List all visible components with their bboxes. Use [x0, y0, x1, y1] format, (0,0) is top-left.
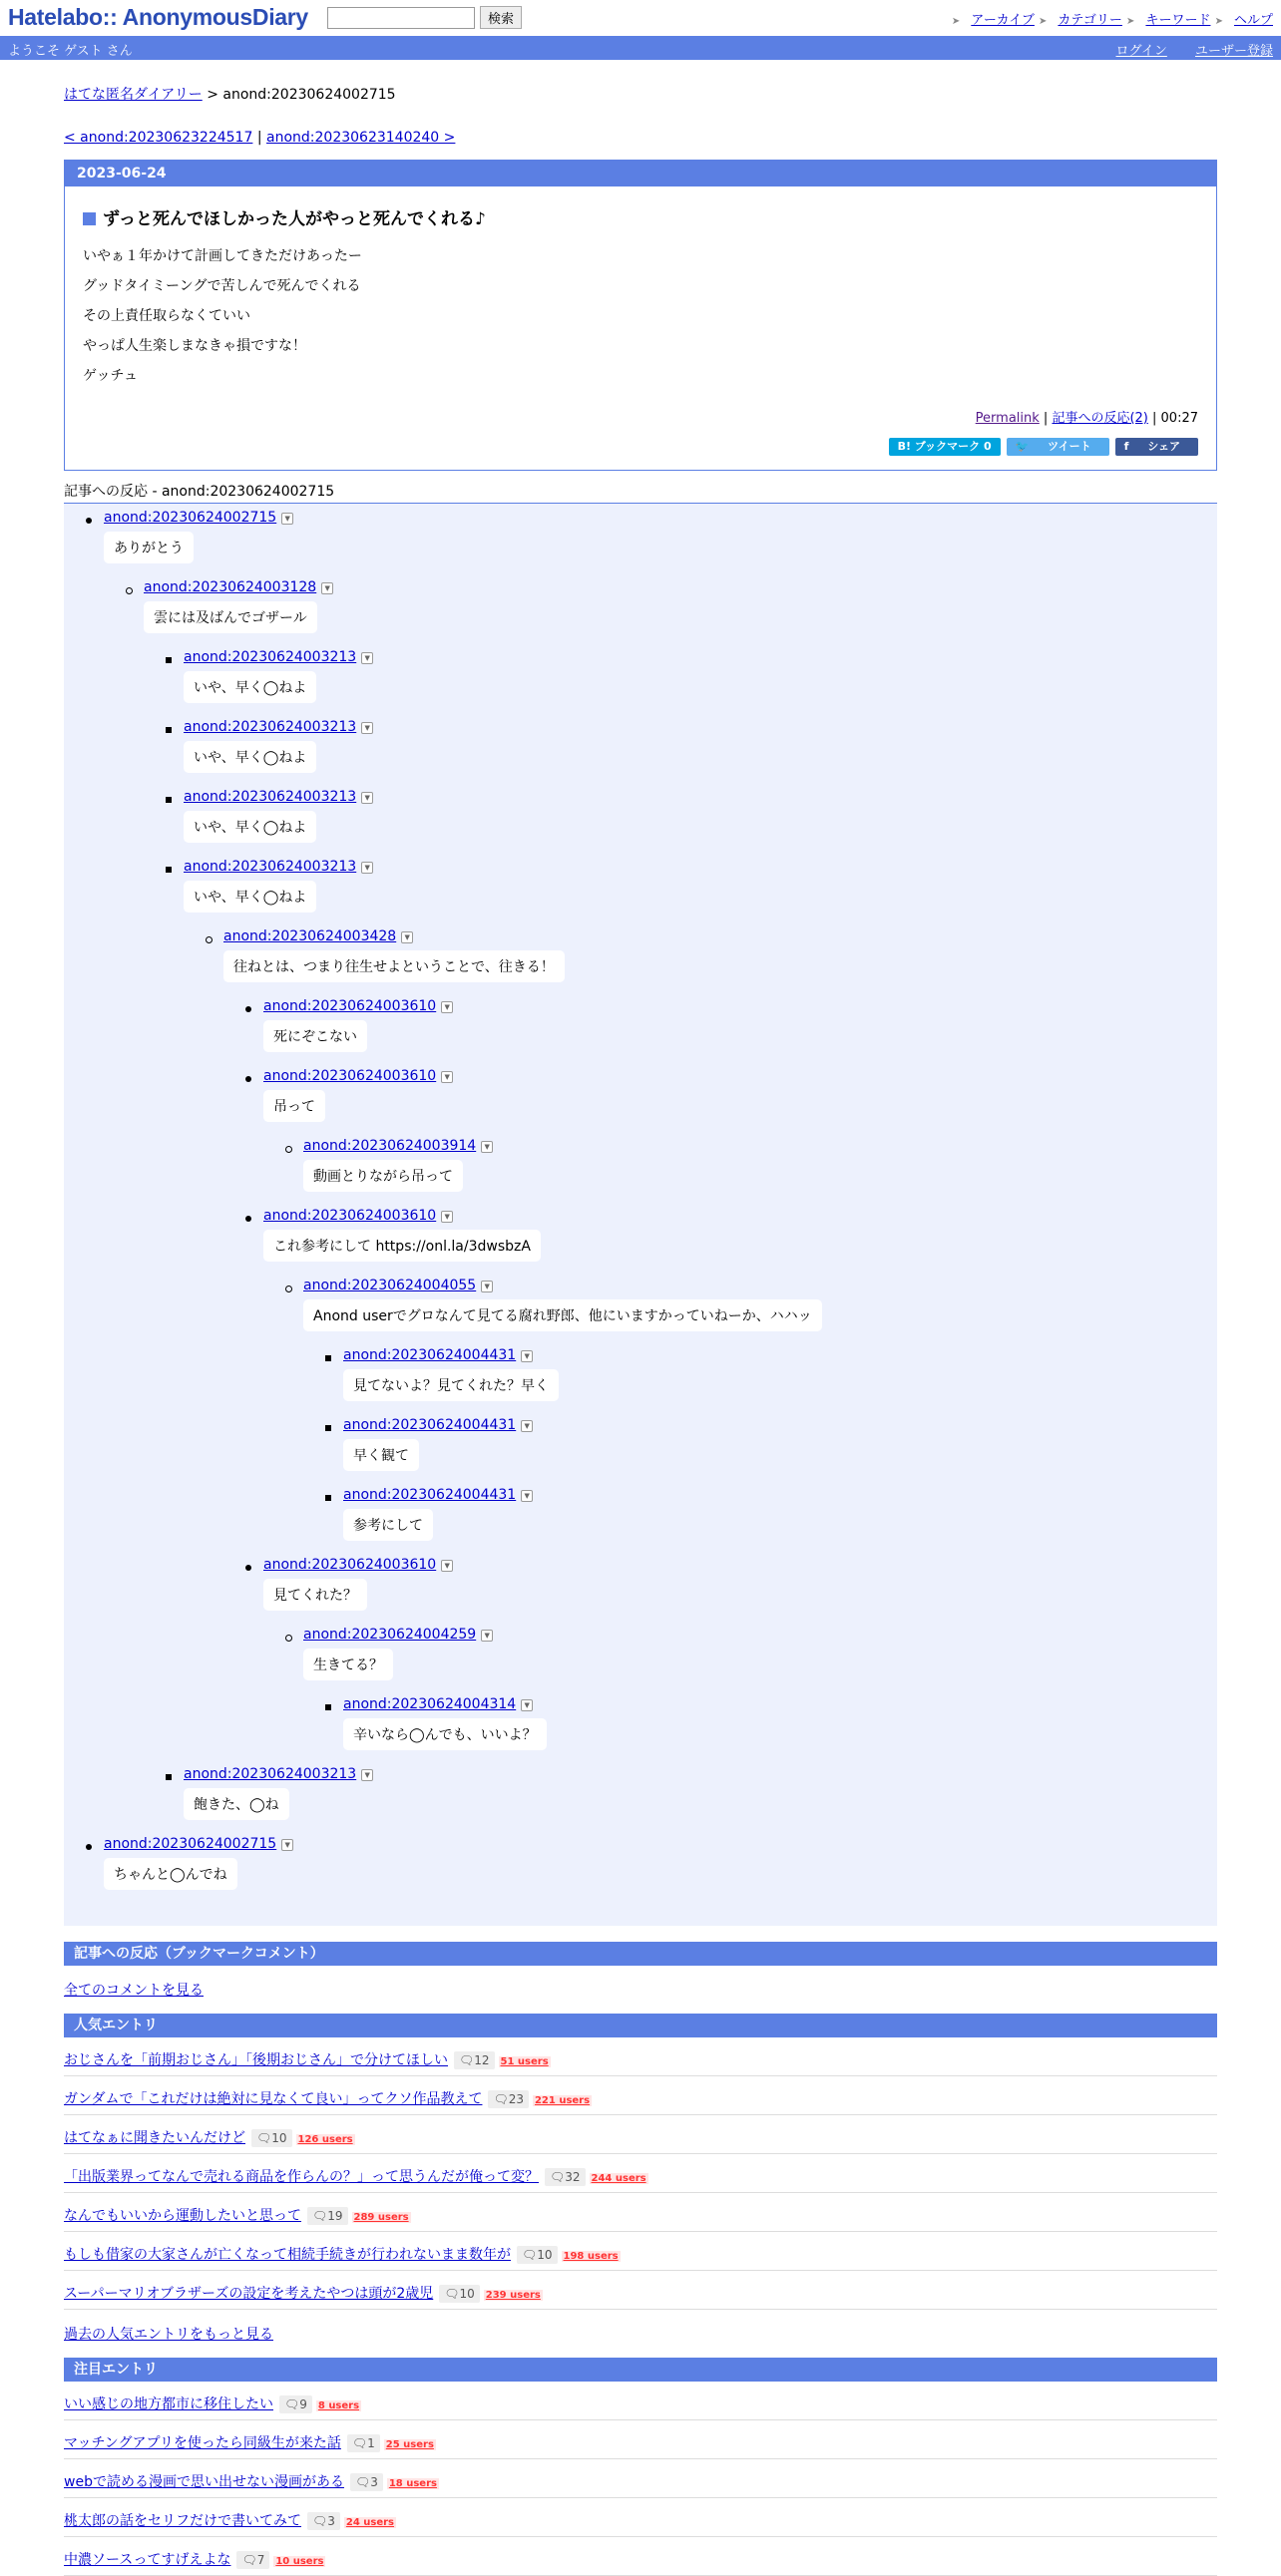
response-item: [64, 928, 1217, 998]
response-item: [64, 1836, 1217, 1906]
entry-link[interactable]: いい感じの地方都市に移住したい: [64, 2396, 273, 2412]
bullet-icon: [86, 1844, 92, 1850]
responses-link[interactable]: 記事への反応(2): [1052, 411, 1148, 426]
breadcrumb: はてな匿名ダイアリー > anond:20230624002715: [64, 87, 396, 103]
response-id-link[interactable]: anond:20230624003914: [303, 1138, 477, 1154]
entry-link[interactable]: 「出版業界ってなんで売れる商品を作らんの？」って思うんだが俺って変？: [64, 2169, 539, 2185]
bullet-icon: [285, 1635, 292, 1642]
square-icon: [83, 212, 96, 225]
comment-icon: 🗨: [284, 2397, 300, 2411]
bookmark-users-badge[interactable]: 126 users: [297, 2134, 353, 2145]
response-text: 見てないよ？見てくれた？早く: [343, 1369, 559, 1401]
bookmark-users-badge[interactable]: 25 users: [385, 2439, 434, 2450]
attention-header: 注目エントリ: [64, 2358, 1217, 2382]
response-text: ちゃんと◯んでね: [104, 1858, 237, 1890]
response-text: 見てくれた？: [263, 1579, 367, 1611]
comment-icon: 🗨: [312, 2514, 328, 2528]
chevron-down-icon[interactable]: ▼: [441, 1071, 453, 1083]
bookmark-users-badge[interactable]: 221 users: [534, 2095, 591, 2106]
entry-list-item: [64, 2076, 1217, 2115]
bookmark-comments-header: 記事への反応（ブックマークコメント）: [64, 1942, 1217, 1966]
response-id-link[interactable]: anond:20230624003610: [263, 1557, 437, 1573]
response-id-link[interactable]: anond:20230624003213: [184, 859, 357, 875]
response-id-link[interactable]: anond:20230624003428: [223, 928, 397, 944]
comment-count[interactable]: 🗨9: [279, 2395, 312, 2413]
entry-list-item: [64, 2193, 1217, 2232]
comment-icon: 🗨: [354, 2475, 371, 2489]
top-bar: [0, 0, 1281, 37]
bullet-icon: [206, 936, 213, 943]
bullet-icon: [325, 1425, 331, 1431]
response-text: 死にぞこない: [263, 1020, 367, 1052]
chevron-down-icon[interactable]: ▼: [441, 1001, 453, 1013]
response-id-link[interactable]: anond:20230624003610: [263, 998, 437, 1014]
response-text: 生きてる？: [303, 1649, 393, 1680]
response-item: [64, 789, 1217, 859]
entry-footer: Permalink | 記事への反応(2) | 00:27: [975, 411, 1198, 426]
nav-archive[interactable]: アーカイブ: [971, 13, 1035, 28]
chevron-down-icon[interactable]: ▼: [521, 1490, 533, 1502]
bullet-icon: [166, 1774, 172, 1780]
chevron-down-icon[interactable]: ▼: [361, 722, 373, 734]
entry-list-item: [64, 2232, 1217, 2271]
response-item: [64, 1627, 1217, 1696]
prev-entry-link[interactable]: < anond:20230623224517: [64, 130, 253, 146]
response-text: いや、早く◯ねよ: [184, 881, 316, 913]
chevron-down-icon[interactable]: ▼: [481, 1281, 493, 1292]
response-item: [64, 1068, 1217, 1138]
response-id-link[interactable]: anond:20230624004431: [343, 1347, 517, 1363]
chevron-down-icon[interactable]: ▼: [401, 931, 413, 943]
bullet-icon: [325, 1355, 331, 1361]
comment-icon: 🗨: [444, 2287, 460, 2301]
main-content: [64, 60, 1217, 2576]
popular-header: 人気エントリ: [64, 2014, 1217, 2037]
comment-icon: 🗨: [312, 2209, 328, 2223]
search-input[interactable]: [327, 7, 475, 29]
bookmark-users-badge[interactable]: 198 users: [563, 2251, 619, 2262]
bullet-icon: [245, 1216, 251, 1222]
user-bar: [0, 36, 1281, 60]
entry-link[interactable]: おじさんを「前期おじさん」「後期おじさん」で分けてほしい: [64, 2052, 448, 2068]
next-entry-link[interactable]: anond:20230623140240 >: [266, 130, 456, 146]
chevron-down-icon[interactable]: ▼: [281, 1839, 293, 1851]
bookmark-users-badge[interactable]: 244 users: [591, 2173, 646, 2184]
entry-list-item: [64, 2115, 1217, 2154]
response-item: [64, 719, 1217, 789]
bullet-icon: [166, 727, 172, 733]
response-text: 飽きた、◯ね: [184, 1788, 289, 1820]
bookmark-users-badge[interactable]: 10 users: [275, 2556, 324, 2567]
entry-link[interactable]: webで読める漫画で思い出せない漫画がある: [64, 2474, 344, 2490]
bullet-icon: [245, 1565, 251, 1571]
comment-count[interactable]: 🗨10: [251, 2129, 292, 2147]
response-id-link[interactable]: anond:20230624004314: [343, 1696, 517, 1712]
bullet-icon: [86, 518, 92, 524]
entry-list-item: [64, 2498, 1217, 2537]
response-id-link[interactable]: anond:20230624003610: [263, 1068, 437, 1084]
response-item: [64, 1208, 1217, 1278]
comment-count[interactable]: 🗨3: [350, 2473, 383, 2491]
entry-time: 00:27: [1160, 411, 1198, 426]
response-id-link[interactable]: anond:20230624002715: [104, 1836, 277, 1852]
response-text: 早く観て: [343, 1439, 419, 1471]
chevron-down-icon[interactable]: ▼: [481, 1141, 493, 1153]
bookmark-users-badge[interactable]: 289 users: [353, 2212, 409, 2223]
breadcrumb-current: anond:20230624002715: [222, 87, 396, 103]
bullet-icon: [285, 1146, 292, 1153]
chevron-down-icon[interactable]: ▼: [361, 652, 373, 664]
bookmark-users-badge[interactable]: 24 users: [345, 2517, 395, 2528]
entry-link[interactable]: はてなぁに聞きたいんだけど: [64, 2130, 245, 2146]
response-id-link[interactable]: anond:20230624003213: [184, 789, 357, 805]
comment-count[interactable]: 🗨1: [347, 2434, 380, 2452]
response-id-link[interactable]: anond:20230624003213: [184, 1766, 357, 1782]
entry-list-item: [64, 2420, 1217, 2459]
responses-title: 記事への反応 - anond:20230624002715: [64, 481, 1217, 504]
response-item: [64, 1138, 1217, 1208]
breadcrumb-home[interactable]: はてな匿名ダイアリー: [64, 87, 203, 103]
comment-count[interactable]: 🗨12: [454, 2051, 495, 2069]
response-item: [64, 1696, 1217, 1766]
response-item: [64, 1487, 1217, 1557]
welcome-text: ようこそ ゲスト さん: [8, 44, 133, 59]
response-text: いや、早く◯ねよ: [184, 811, 316, 843]
response-text: ありがとう: [104, 532, 194, 563]
comment-count[interactable]: 🗨19: [307, 2207, 348, 2225]
bookmark-users-badge[interactable]: 18 users: [388, 2478, 437, 2489]
comment-count[interactable]: 🗨10: [439, 2285, 480, 2303]
share-buttons: [83, 438, 1198, 456]
bookmark-users-badge[interactable]: 239 users: [485, 2290, 541, 2301]
response-text: いや、早く◯ねよ: [184, 741, 316, 773]
hatena-bookmark-button[interactable]: B! ブックマーク 0: [889, 438, 1001, 456]
chevron-down-icon[interactable]: ▼: [481, 1630, 493, 1642]
chevron-down-icon[interactable]: ▼: [321, 582, 333, 594]
response-text: 吊って: [263, 1090, 325, 1122]
response-text: 往ねとは、つまり往生せよということで、往きる！: [223, 950, 565, 982]
entry-body: いやぁ１年かけて計画してきただけあったー グッドタイミーングで苦しんで死んでくれる その上責任取らなくていい やっぱ人生楽しまなきゃ損ですな！ ゲッチュ: [83, 248, 362, 384]
response-item: [64, 1417, 1217, 1487]
entry-list-item: [64, 2459, 1217, 2498]
response-id-link[interactable]: anond:20230624004431: [343, 1417, 517, 1433]
entry-link[interactable]: 桃太郎の話をセリフだけで書いてみて: [64, 2513, 301, 2529]
response-item: [64, 579, 1217, 649]
response-id-link[interactable]: anond:20230624004259: [303, 1627, 477, 1643]
arrow-icon: ➤: [1039, 16, 1048, 27]
response-id-link[interactable]: anond:20230624002715: [104, 510, 277, 526]
bookmark-users-badge[interactable]: 51 users: [500, 2056, 549, 2067]
response-text: 参考にして: [343, 1509, 433, 1541]
response-id-link[interactable]: anond:20230624003128: [144, 579, 317, 595]
chevron-down-icon[interactable]: ▼: [281, 513, 293, 525]
top-nav: [952, 9, 1273, 28]
bullet-icon: [166, 797, 172, 803]
response-text: Anond userでグロなんて見てる腐れ野郎、他にいますかっていねーか、ハハッ: [303, 1299, 822, 1331]
login-link[interactable]: ログイン: [1115, 44, 1167, 59]
comment-count[interactable]: 🗨3: [307, 2512, 340, 2530]
chevron-down-icon[interactable]: ▼: [361, 792, 373, 804]
response-id-link[interactable]: anond:20230624003610: [263, 1208, 437, 1224]
comment-count[interactable]: 🗨10: [517, 2246, 558, 2264]
comment-icon: 🗨: [550, 2170, 566, 2184]
all-comments-link[interactable]: 全てのコメントを見る: [64, 1983, 204, 1999]
entry-link[interactable]: 中濃ソースってすげえよな: [64, 2552, 231, 2568]
response-tree: [64, 504, 1217, 1926]
bullet-icon: [126, 587, 133, 594]
search-button[interactable]: 検索: [480, 6, 522, 29]
nav-keyword[interactable]: キーワード: [1145, 13, 1211, 28]
comment-count[interactable]: 🗨23: [488, 2090, 529, 2108]
comment-icon: 🗨: [351, 2436, 368, 2450]
pager: < anond:20230623224517 | anond:20230623140240 >: [64, 130, 456, 146]
entry-link[interactable]: スーパーマリオブラザーズの設定を考えたやつは頭が2歳児: [64, 2286, 434, 2302]
chevron-down-icon[interactable]: ▼: [521, 1420, 533, 1432]
chevron-down-icon[interactable]: ▼: [521, 1699, 533, 1711]
chevron-down-icon[interactable]: ▼: [361, 1769, 373, 1781]
bullet-icon: [245, 1006, 251, 1012]
entry-title: ずっと死んでほしかった人がやっと死んでくれる♪: [83, 204, 1198, 229]
bullet-icon: [325, 1495, 331, 1501]
chevron-down-icon[interactable]: ▼: [441, 1211, 453, 1223]
response-text: いや、早く◯ねよ: [184, 671, 316, 703]
entry-box: [64, 160, 1217, 471]
response-item: [64, 859, 1217, 928]
entry-list-item: [64, 2537, 1217, 2576]
entry-list-item: [64, 2154, 1217, 2193]
nav-help[interactable]: ヘルプ: [1233, 13, 1273, 28]
facebook-share-button[interactable]: f シェア: [1115, 438, 1198, 456]
entry-link[interactable]: なんでもいいから運動したいと思って: [64, 2208, 301, 2224]
arrow-icon: ➤: [951, 16, 961, 27]
response-item: [64, 998, 1217, 1068]
arrow-icon: ➤: [1214, 16, 1223, 27]
permalink[interactable]: Permalink: [975, 411, 1040, 426]
response-id-link[interactable]: anond:20230624004055: [303, 1278, 477, 1293]
response-id-link[interactable]: anond:20230624003213: [184, 719, 357, 735]
comment-count[interactable]: 🗨7: [236, 2551, 269, 2569]
arrow-icon: ➤: [1126, 16, 1135, 27]
response-item: [64, 1557, 1217, 1627]
entry-link[interactable]: マッチングアプリを使ったら同級生が来た話: [64, 2435, 341, 2451]
response-text: 動画とりながら吊って: [303, 1160, 463, 1192]
chevron-down-icon[interactable]: ▼: [361, 862, 373, 874]
entry-list-item: [64, 2382, 1217, 2420]
chevron-down-icon[interactable]: ▼: [521, 1350, 533, 1362]
response-id-link[interactable]: anond:20230624003213: [184, 649, 357, 665]
response-item: [64, 649, 1217, 719]
response-item: [64, 1347, 1217, 1417]
comment-icon: 🗨: [493, 2092, 509, 2106]
entry-date: 2023-06-24: [65, 161, 1216, 186]
attention-list: [64, 2382, 1217, 2576]
more-popular-link[interactable]: 過去の人気エントリをもっと見る: [64, 2327, 273, 2343]
comment-icon: 🗨: [241, 2553, 257, 2567]
comment-icon: 🗨: [256, 2131, 272, 2145]
register-link[interactable]: ユーザー登録: [1194, 44, 1273, 59]
bullet-icon: [166, 867, 172, 873]
comment-icon: 🗨: [522, 2248, 538, 2262]
popular-list: [64, 2037, 1217, 2310]
comment-count[interactable]: 🗨32: [545, 2168, 586, 2186]
entry-list-item: [64, 2037, 1217, 2076]
entry-list-item: [64, 2271, 1217, 2310]
bullet-icon: [285, 1286, 292, 1292]
response-item: [64, 1766, 1217, 1836]
entry-link[interactable]: ガンダムで「これだけは絶対に見なくて良い」ってクソ作品教えて: [64, 2091, 483, 2107]
response-text: 辛いなら◯んでも、いいよ？: [343, 1718, 547, 1750]
response-text: 雲には及ばんでゴザール: [144, 601, 317, 633]
bullet-icon: [325, 1704, 331, 1710]
site-logo[interactable]: Hatelabo:: AnonymousDiary: [8, 4, 308, 30]
response-item: [64, 1278, 1217, 1347]
entry-link[interactable]: もしも借家の大家さんが亡くなって相続手続きが行われないまま数年が: [64, 2247, 511, 2263]
response-item: [64, 510, 1217, 579]
tweet-button[interactable]: 🐦 ツイート: [1007, 438, 1109, 456]
nav-category[interactable]: カテゴリー: [1058, 13, 1122, 28]
bullet-icon: [245, 1076, 251, 1082]
comment-icon: 🗨: [459, 2053, 475, 2067]
response-id-link[interactable]: anond:20230624004431: [343, 1487, 517, 1503]
response-text: これ参考にして https://onl.la/3dwsbzA: [263, 1230, 541, 1262]
bookmark-users-badge[interactable]: 8 users: [317, 2400, 360, 2411]
chevron-down-icon[interactable]: ▼: [441, 1560, 453, 1572]
bullet-icon: [166, 657, 172, 663]
